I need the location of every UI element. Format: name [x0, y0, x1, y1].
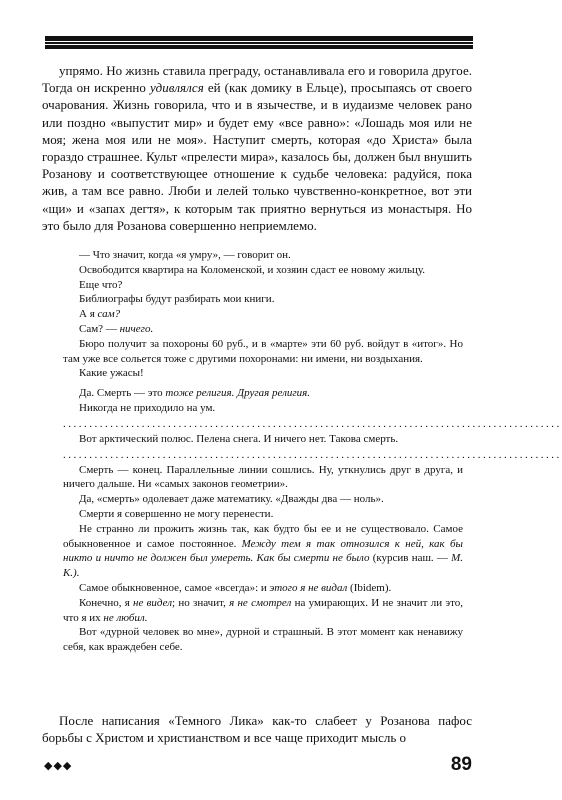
quote-line: Самое обыкновенное, самое «всегда»: и этого я не видал (Ibidem).	[79, 581, 392, 594]
quote-line: Никогда не приходило на ум.	[79, 401, 216, 414]
quote-line: Да. Смерть — это тоже религия. Другая религия.	[79, 387, 311, 400]
quote-line: Не странно ли прожить жизнь так, как будто бы ее и не существовало. Самое обыкновенное и самое постоянное. Между тем я так отнозился к ней, как бы никто и ничто не должен был умереть. Как бы смерти не было (курсив наш. — М. К.).	[63, 522, 463, 580]
quote-line: А я сам?	[79, 308, 121, 321]
quote-line: Сам? — ничего.	[79, 322, 154, 335]
quote-line: Смерть — конец. Параллельные линии сошлись. Ну, уткнулись друг в друга, и ничего дальше. Ни «самых законов геометрии».	[63, 463, 463, 491]
quote-line: Вот арктический полюс. Пелена снега. И ничего нет. Такова смерть.	[79, 432, 399, 445]
quote-line: Какие ужасы!	[79, 367, 144, 380]
quote-line: Библиографы будут разбирать мои книги.	[79, 293, 275, 306]
quote-line: Вот «дурной человек во мне», дурной и страшный. В этот момент как ненавижу себя, как враждебен себе.	[63, 626, 463, 654]
quote-line: — Что значит, когда «я умру», — говорит он.	[79, 249, 291, 261]
diamond-ornament-icon: ◆◆◆	[44, 759, 73, 772]
quote-line: Конечно, я не видел; но значит, я не смотрел на умирающих. И не значит ли это, что я их не любил.	[63, 596, 463, 624]
quotation-block	[63, 248, 562, 655]
page-number: 89	[450, 754, 472, 775]
dotted-separator: ...............................................................................................	[63, 448, 562, 461]
quote-line: Бюро получит за похороны 60 руб., и в «марте» эти 60 руб. войдут в «итог». Но там уже все сольется тоже с другими похоронами: ни имени, ни воздыхания.	[63, 337, 463, 365]
quote-line: Смерти я совершенно не могу перенести.	[79, 507, 274, 520]
closing-paragraph: После написания «Темного Лика» как-то слабеет у Розанова пафос борьбы с Христом и христианством и все чаще приходит мысль о	[42, 713, 472, 746]
header-rule	[45, 36, 473, 49]
quote-line: Еще что?	[79, 278, 123, 291]
quote-line: Освободится квартира на Коломенской, и хозяин сдаст ее новому жильцу.	[79, 263, 426, 276]
dotted-separator: ...............................................................................................	[63, 417, 562, 430]
quote-line: Да, «смерть» одолевает даже математику. «Дважды два — ноль».	[79, 493, 384, 506]
main-paragraph: упрямо. Но жизнь ставила преграду, останавливала его и говорила другое. Тогда он искренно удивлялся ей (как домику в Ельце), просыпаясь от своего очарования. Жизнь говорила, что и в язычестве, и в иудаизме человек рано или поздно «выпустит мир» и будет ему «все равно»: «Лошадь моя или не моя; жена моя или не моя». Наступит смерть, которая «до Христа» была гораздо страшнее. Культ «прелести мира», казалось бы, должен был внушить Розанову и соответствующее отношение к судьбе человека: радуйся, пока жив, а там все равно. Люби и лелей только чувственно-конкретное, вот эти «щи» и «запах дегтя», к которым так приятно вернуться из монастыря. Но это было для Розанова совершенно неприемлемо.	[42, 63, 473, 233]
